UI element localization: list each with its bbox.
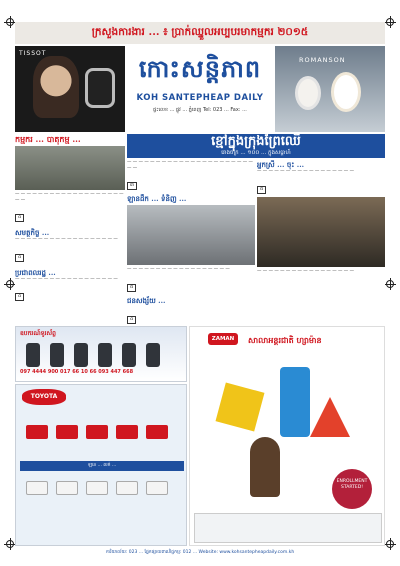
article-headline: សមត្ថកិច្ច ... (15, 228, 50, 238)
main-subhead: រោងចក្រ ... ១០០ ... ក្នុងសប្តាហ៍ (221, 150, 291, 156)
student-figure (250, 437, 280, 497)
phone-icon (146, 343, 160, 367)
zaman-logo: ZAMAN (208, 333, 238, 345)
truck-icon (86, 425, 108, 439)
truck-icon (26, 481, 48, 495)
article-body: — — — — — — — — — — — — — — — — — — (15, 276, 118, 282)
truck-icon (56, 481, 78, 495)
school-contact-box (194, 513, 382, 543)
newspaper-page (15, 22, 385, 555)
watch-ad-right (275, 46, 385, 132)
article-headline: ឡានដឹក ... ទំនិញ ... (127, 194, 187, 204)
watch-icon (295, 76, 321, 110)
truck-icon (146, 481, 168, 495)
enrollment-badge: ENROLLMENT STARTED! (332, 469, 372, 509)
article-body: — — — — — — — — — — — — — — — — — — (127, 267, 230, 273)
page-tag: ៤ (15, 254, 24, 262)
article-headline: កម្មករ ... បាតុកម្ម ... (15, 134, 81, 144)
article-headline: អ្នកស្រី ... ចុះ ... (257, 160, 305, 169)
masthead (15, 46, 385, 132)
phone-icon (122, 343, 136, 367)
model-photo (33, 56, 79, 118)
watch-ad-left (15, 46, 125, 132)
truck-icon (146, 425, 168, 439)
logo-english: KOH SANTEPHEAP DAILY (136, 93, 264, 103)
portrait-photo (257, 197, 385, 267)
page-tag: ៤ (15, 293, 24, 301)
newspaper-logo (127, 46, 273, 132)
middle-column (127, 160, 255, 324)
ad-left-brand: TISSOT (19, 50, 47, 57)
truck-icon (116, 425, 138, 439)
main-banner (127, 134, 385, 158)
page-tag: ៥ (257, 186, 266, 194)
article-body: — — — — — — — — — — — — — — — — — (257, 169, 354, 174)
phone-icon (50, 343, 64, 367)
phone-ad-title: ឧបករណ៍ទូរស័ព្ទ (20, 330, 56, 337)
truck-icon (86, 481, 108, 495)
decor-shape (280, 367, 310, 437)
watch-icon (331, 72, 361, 112)
main-headline: ខ្មៅក្នុងក្រុងព្រៃឈើ (211, 134, 301, 149)
article-body: — — — — — — — — — — — — — — — — — — — — — — — — (127, 160, 253, 171)
news-area (15, 134, 385, 324)
article-body: — — — — — — — — — — — — — — — — — — — — — (15, 192, 124, 203)
truck-brand: TOYOTA (22, 389, 66, 405)
truck-icon (116, 481, 138, 495)
left-column (15, 134, 125, 324)
ad-right-brand: ROMANSON (299, 56, 346, 64)
decor-shape (216, 383, 265, 432)
top-banner (15, 22, 385, 44)
truck-icon (56, 425, 78, 439)
masthead-info: ផ្ទះលេខ ... ផ្លូវ ... ភ្នំពេញ Tel: 023 ... Fax: ... (153, 107, 247, 113)
registration-mark (386, 18, 394, 26)
registration-mark (386, 540, 394, 548)
watch-icon (85, 68, 115, 108)
article-body: — — — — — — — — — — — — — — — — — — (15, 237, 118, 243)
page-tag: ៥ (127, 284, 136, 292)
registration-mark (6, 540, 14, 548)
school-heading: សាលាអន្តរជាតិ ហ្សាម៉ាន (248, 335, 322, 345)
truck-ad (15, 384, 187, 546)
article-photo (15, 146, 125, 190)
article-body: — — — — — — — — — — — — — — — — — (257, 268, 354, 274)
registration-mark (386, 280, 394, 288)
truck-icon (26, 425, 48, 439)
truck-headline: ឡាន ... លក់ ... (20, 461, 184, 471)
top-banner-text: ក្រសួងការងារ ... ៖ ប្រាក់ឈ្នួលអប្បបរមាកម្មករ ២០១៥ (91, 25, 309, 38)
logo-khmer: កោះសន្តិភាព (138, 54, 262, 83)
car-photo (127, 205, 255, 265)
phone-numbers: 097 4444 900 017 66 10 66 093 447 668 (20, 369, 134, 375)
phone-icon (74, 343, 88, 367)
advertisements (15, 326, 385, 546)
page-tag: ៣ (127, 182, 137, 190)
registration-mark (6, 280, 14, 288)
article-headline: ជនសង្ស័យ ... (127, 295, 166, 305)
phone-ad (15, 326, 187, 382)
school-ad (189, 326, 385, 546)
page-footer: ការិយាល័យ: 023 ... ផ្នែកផ្សាយពាណិជ្ជកម្ម: 012 ... Website: www.kohsantepheapdaily.com.kh (15, 548, 385, 558)
decor-shape (310, 397, 350, 437)
page-tag: ៤ (127, 316, 136, 324)
phone-icon (98, 343, 112, 367)
article-headline: ប្រជាពលរដ្ឋ ... (15, 267, 56, 277)
right-column (257, 160, 385, 324)
phone-icon (26, 343, 40, 367)
page-tag: ៤ (15, 214, 24, 222)
registration-mark (6, 18, 14, 26)
